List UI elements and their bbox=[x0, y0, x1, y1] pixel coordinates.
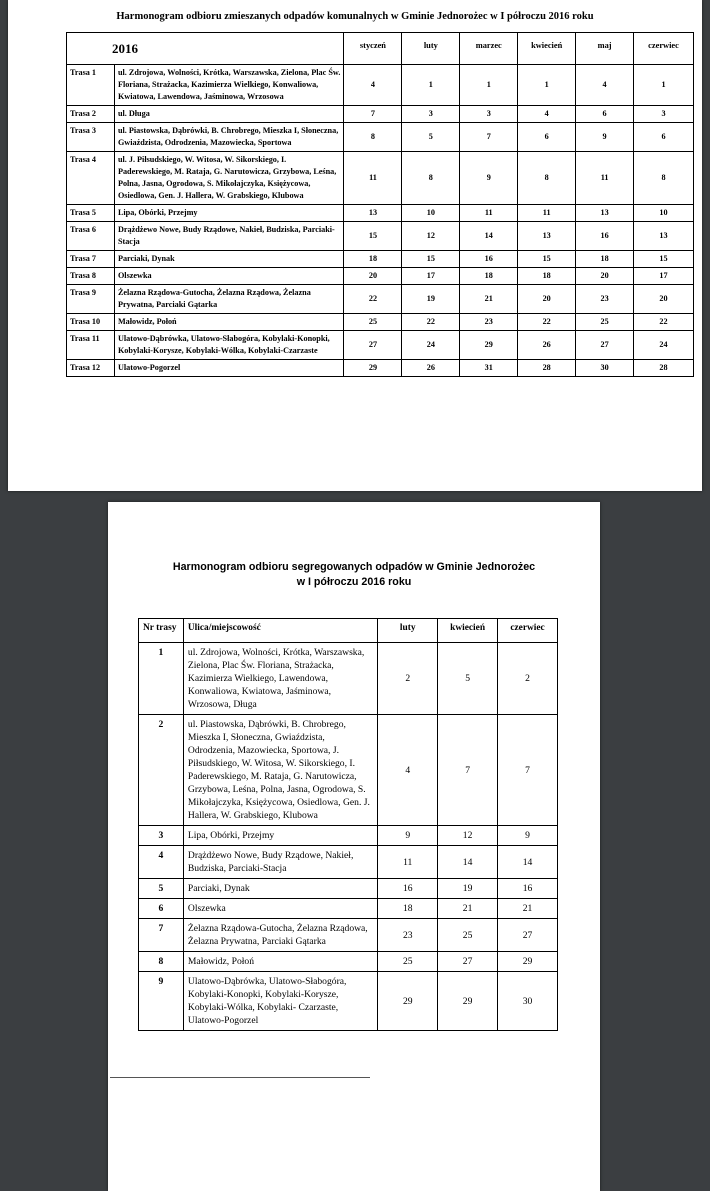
pickup-day: 5 bbox=[438, 643, 498, 715]
pickup-day: 27 bbox=[344, 331, 402, 360]
pickup-day: 6 bbox=[576, 106, 634, 123]
route-label: Trasa 6 bbox=[67, 222, 115, 251]
table-row bbox=[67, 152, 694, 205]
route-number: 4 bbox=[139, 846, 184, 879]
pickup-day: 23 bbox=[460, 314, 518, 331]
route-streets: Żelazna Rządowa-Gutocha, Żelazna Rządowa, Żelazna Prywatna, Parciaki Gątarka bbox=[114, 285, 344, 314]
month-header: styczeń bbox=[344, 33, 402, 65]
pickup-day: 24 bbox=[402, 331, 460, 360]
street-header: Ulica/miejscowość bbox=[183, 619, 377, 643]
route-number: 8 bbox=[139, 952, 184, 972]
route-streets: Małowidz, Połoń bbox=[114, 314, 344, 331]
pickup-day: 1 bbox=[402, 65, 460, 106]
table-row bbox=[67, 251, 694, 268]
pickup-day: 16 bbox=[378, 879, 438, 899]
route-streets: Olszewka bbox=[114, 268, 344, 285]
month-header: luty bbox=[378, 619, 438, 643]
pickup-day: 18 bbox=[576, 251, 634, 268]
pickup-day: 10 bbox=[402, 205, 460, 222]
route-number: 5 bbox=[139, 879, 184, 899]
year-label: 2016 bbox=[67, 33, 344, 65]
pickup-day: 13 bbox=[576, 205, 634, 222]
pickup-day: 8 bbox=[634, 152, 694, 205]
pickup-day: 11 bbox=[460, 205, 518, 222]
pickup-day: 29 bbox=[438, 972, 498, 1031]
pickup-day: 14 bbox=[460, 222, 518, 251]
pickup-day: 9 bbox=[460, 152, 518, 205]
title-line: w I półroczu 2016 roku bbox=[296, 576, 412, 588]
table-header-row bbox=[139, 619, 558, 643]
pickup-day: 14 bbox=[438, 846, 498, 879]
month-header: czerwiec bbox=[498, 619, 558, 643]
pickup-day: 25 bbox=[438, 919, 498, 952]
route-streets: ul. J. Piłsudskiego, W. Witosa, W. Sikorskiego, I. Paderewskiego, M. Rataja, G. Narutowicza, Grzybowa, Leśna, Polna, Jasna, Ogrodowa, S. Mikołajczyka, Księżycowa, Osiedlowa, Gen. J. Hallera, W. Grabskiego, Klubowa bbox=[114, 152, 344, 205]
month-header: luty bbox=[402, 33, 460, 65]
route-number: 1 bbox=[139, 643, 184, 715]
pickup-day: 27 bbox=[438, 952, 498, 972]
route-label: Trasa 3 bbox=[67, 123, 115, 152]
pickup-day: 23 bbox=[378, 919, 438, 952]
route-streets: ul. Zdrojowa, Wolności, Krótka, Warszawska, Zielona, Plac Św. Floriana, Strażacka, Kazimierza Wielkiego, Lawendowa, Konwaliowa, Kwiatowa, Jaśminowa, Wrzosowa, Długa bbox=[183, 643, 377, 715]
pickup-day: 7 bbox=[344, 106, 402, 123]
pickup-day: 13 bbox=[518, 222, 576, 251]
pickup-day: 12 bbox=[438, 826, 498, 846]
month-header: kwiecień bbox=[518, 33, 576, 65]
pickup-day: 13 bbox=[634, 222, 694, 251]
pickup-day: 3 bbox=[460, 106, 518, 123]
pickup-day: 7 bbox=[438, 715, 498, 826]
pickup-day: 2 bbox=[498, 643, 558, 715]
pickup-day: 28 bbox=[634, 360, 694, 377]
route-number: 9 bbox=[139, 972, 184, 1031]
route-streets: Żelazna Rządowa-Gutocha, Żelazna Rządowa, Żelazna Prywatna, Parciaki Gątarka bbox=[183, 919, 377, 952]
pickup-day: 1 bbox=[634, 65, 694, 106]
route-streets: ul. Piastowska, Dąbrówki, B. Chrobrego, Mieszka I, Słoneczna, Gwiaździsta, Odrodzenia, Mazowiecka, Sportowa bbox=[114, 123, 344, 152]
pickup-day: 4 bbox=[378, 715, 438, 826]
table-row bbox=[67, 65, 694, 106]
pickup-day: 4 bbox=[576, 65, 634, 106]
pickup-day: 31 bbox=[460, 360, 518, 377]
pickup-day: 11 bbox=[576, 152, 634, 205]
pickup-day: 18 bbox=[344, 251, 402, 268]
pickup-day: 4 bbox=[344, 65, 402, 106]
pickup-day: 6 bbox=[518, 123, 576, 152]
pickup-day: 25 bbox=[576, 314, 634, 331]
pickup-day: 11 bbox=[344, 152, 402, 205]
pickup-day: 15 bbox=[344, 222, 402, 251]
route-streets: Drążdżewo Nowe, Budy Rządowe, Nakieł, Budziska, Parciaki-Stacja bbox=[183, 846, 377, 879]
route-streets: ul. Zdrojowa, Wolności, Krótka, Warszawska, Zielona, Plac Św. Floriana, Strażacka, Kazimierza Wielkiego, Konwaliowa, Kwiatowa, Lawendowa, Jaśminowa, Wrzosowa bbox=[114, 65, 344, 106]
table-row bbox=[139, 879, 558, 899]
pickup-day: 18 bbox=[460, 268, 518, 285]
route-streets: ul. Długa bbox=[114, 106, 344, 123]
pickup-day: 22 bbox=[634, 314, 694, 331]
document-page-mixed-waste bbox=[8, 0, 702, 491]
pickup-day: 7 bbox=[460, 123, 518, 152]
pickup-day: 27 bbox=[498, 919, 558, 952]
pickup-day: 3 bbox=[634, 106, 694, 123]
pickup-day: 20 bbox=[344, 268, 402, 285]
pickup-day: 29 bbox=[344, 360, 402, 377]
page-title: Harmonogram odbioru zmieszanych odpadów komunalnych w Gminie Jednorożec w I półroczu 2016 roku bbox=[116, 11, 594, 22]
month-header: kwiecień bbox=[438, 619, 498, 643]
pickup-day: 30 bbox=[576, 360, 634, 377]
pickup-day: 27 bbox=[576, 331, 634, 360]
pickup-day: 28 bbox=[518, 360, 576, 377]
pickup-day: 15 bbox=[518, 251, 576, 268]
route-streets: Lipa, Obórki, Przejmy bbox=[183, 826, 377, 846]
pickup-day: 14 bbox=[498, 846, 558, 879]
route-streets: Parciaki, Dynak bbox=[114, 251, 344, 268]
table-row bbox=[67, 331, 694, 360]
route-number: 3 bbox=[139, 826, 184, 846]
pickup-day: 2 bbox=[378, 643, 438, 715]
table-row bbox=[139, 715, 558, 826]
pickup-day: 15 bbox=[634, 251, 694, 268]
pickup-day: 7 bbox=[498, 715, 558, 826]
route-label: Trasa 4 bbox=[67, 152, 115, 205]
pickup-day: 5 bbox=[402, 123, 460, 152]
table-row bbox=[139, 899, 558, 919]
month-header: czerwiec bbox=[634, 33, 694, 65]
pickup-day: 20 bbox=[518, 285, 576, 314]
table-row bbox=[67, 360, 694, 377]
route-label: Trasa 5 bbox=[67, 205, 115, 222]
pickup-day: 22 bbox=[402, 314, 460, 331]
route-streets: Drążdżewo Nowe, Budy Rządowe, Nakieł, Budziska, Parciaki-Stacja bbox=[114, 222, 344, 251]
route-label: Trasa 2 bbox=[67, 106, 115, 123]
pickup-day: 26 bbox=[402, 360, 460, 377]
route-streets: Ulatowo-Dąbrówka, Ulatowo-Słabogóra, Kobylaki-Konopki, Kobylaki-Korysze, Kobylaki-Wólka, Kobylaki- Czarzaste, Ulatowo-Pogorzel bbox=[183, 972, 377, 1031]
document-page-segregated-waste bbox=[108, 502, 600, 1191]
route-label: Trasa 12 bbox=[67, 360, 115, 377]
route-streets: ul. Piastowska, Dąbrówki, B. Chrobrego, Mieszka I, Słoneczna, Gwiaździsta, Odrodzenia, Mazowiecka, Sportowa, J. Piłsudskiego, W. Witosa, W. Sikorskiego, I. Paderewskiego, M. Rataja, G. Narutowicza, Grzybowa, Leśna, Polna, Jasna, Ogrodowa, S. Mikołajczyka, Księżycowa, Osiedlowa, Gen. J. Hallera, W. Grabskiego, Klubowa bbox=[183, 715, 377, 826]
route-label: Trasa 8 bbox=[67, 268, 115, 285]
route-streets: Ulatowo-Dąbrówka, Ulatowo-Słabogóra, Kobylaki-Konopki, Kobylaki-Korysze, Kobylaki-Wólka, Kobylaki-Czarzaste bbox=[114, 331, 344, 360]
pickup-day: 9 bbox=[378, 826, 438, 846]
pickup-day: 29 bbox=[460, 331, 518, 360]
footer-rule bbox=[110, 1077, 370, 1078]
route-label: Trasa 10 bbox=[67, 314, 115, 331]
pickup-day: 12 bbox=[402, 222, 460, 251]
pickup-day: 26 bbox=[518, 331, 576, 360]
pickup-day: 24 bbox=[634, 331, 694, 360]
pickup-day: 1 bbox=[518, 65, 576, 106]
nr-header: Nr trasy bbox=[139, 619, 184, 643]
table-row bbox=[67, 123, 694, 152]
pickup-day: 6 bbox=[634, 123, 694, 152]
pickup-day: 30 bbox=[498, 972, 558, 1031]
pickup-day: 9 bbox=[498, 826, 558, 846]
route-streets: Parciaki, Dynak bbox=[183, 879, 377, 899]
pickup-day: 4 bbox=[518, 106, 576, 123]
pickup-day: 17 bbox=[402, 268, 460, 285]
route-label: Trasa 11 bbox=[67, 331, 115, 360]
pickup-day: 18 bbox=[378, 899, 438, 919]
pickup-day: 21 bbox=[438, 899, 498, 919]
pickup-day: 8 bbox=[402, 152, 460, 205]
table-row bbox=[67, 268, 694, 285]
pickup-day: 21 bbox=[460, 285, 518, 314]
pickup-day: 22 bbox=[344, 285, 402, 314]
table-row bbox=[67, 106, 694, 123]
pickup-day: 19 bbox=[402, 285, 460, 314]
pickup-day: 21 bbox=[498, 899, 558, 919]
route-label: Trasa 1 bbox=[67, 65, 115, 106]
table-row bbox=[67, 222, 694, 251]
pickup-day: 9 bbox=[576, 123, 634, 152]
pickup-day: 11 bbox=[518, 205, 576, 222]
table-row bbox=[67, 314, 694, 331]
pickup-day: 8 bbox=[518, 152, 576, 205]
pickup-day: 19 bbox=[438, 879, 498, 899]
mixed-waste-schedule-table bbox=[66, 32, 694, 377]
table-header-row bbox=[67, 33, 694, 65]
route-number: 6 bbox=[139, 899, 184, 919]
pickup-day: 22 bbox=[518, 314, 576, 331]
route-number: 7 bbox=[139, 919, 184, 952]
route-streets: Olszewka bbox=[183, 899, 377, 919]
pickup-day: 20 bbox=[634, 285, 694, 314]
segregated-waste-schedule-table bbox=[138, 618, 558, 1031]
route-number: 2 bbox=[139, 715, 184, 826]
pickup-day: 13 bbox=[344, 205, 402, 222]
pickup-day: 16 bbox=[498, 879, 558, 899]
pickup-day: 20 bbox=[576, 268, 634, 285]
route-streets: Małowidz, Połoń bbox=[183, 952, 377, 972]
table-row bbox=[139, 952, 558, 972]
pickup-day: 10 bbox=[634, 205, 694, 222]
month-header: maj bbox=[576, 33, 634, 65]
pickup-day: 11 bbox=[378, 846, 438, 879]
table-row bbox=[139, 919, 558, 952]
pickup-day: 3 bbox=[402, 106, 460, 123]
pickup-day: 23 bbox=[576, 285, 634, 314]
pickup-day: 25 bbox=[378, 952, 438, 972]
table-row bbox=[139, 846, 558, 879]
route-label: Trasa 9 bbox=[67, 285, 115, 314]
month-header: marzec bbox=[460, 33, 518, 65]
table-row bbox=[139, 972, 558, 1031]
route-label: Trasa 7 bbox=[67, 251, 115, 268]
pickup-day: 29 bbox=[378, 972, 438, 1031]
pickup-day: 29 bbox=[498, 952, 558, 972]
page-title bbox=[108, 560, 600, 590]
pickup-day: 18 bbox=[518, 268, 576, 285]
pickup-day: 8 bbox=[344, 123, 402, 152]
pickup-day: 16 bbox=[576, 222, 634, 251]
table-row bbox=[139, 826, 558, 846]
title-line: Harmonogram odbioru segregowanych odpadów w Gminie Jednorożec bbox=[172, 561, 536, 573]
route-streets: Lipa, Obórki, Przejmy bbox=[114, 205, 344, 222]
table-row bbox=[67, 285, 694, 314]
route-streets: Ulatowo-Pogorzel bbox=[114, 360, 344, 377]
pickup-day: 15 bbox=[402, 251, 460, 268]
pickup-day: 17 bbox=[634, 268, 694, 285]
pickup-day: 16 bbox=[460, 251, 518, 268]
table-row bbox=[67, 205, 694, 222]
table-row bbox=[139, 643, 558, 715]
pickup-day: 25 bbox=[344, 314, 402, 331]
pickup-day: 1 bbox=[460, 65, 518, 106]
